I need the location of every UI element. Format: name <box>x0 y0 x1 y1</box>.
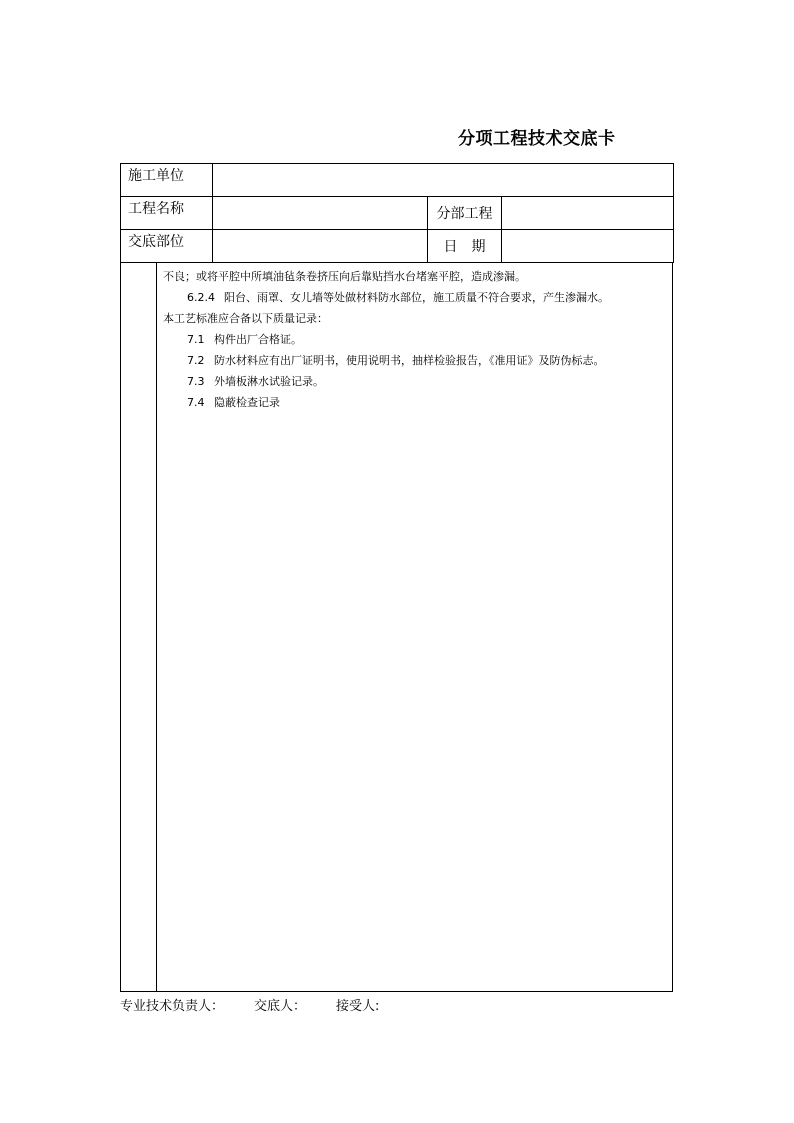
list-item <box>163 329 668 350</box>
item-text: 防水材料应有出厂证明书，使用说明书，抽样检验报告，《准用证》及防伪标志。 <box>214 354 605 367</box>
discloser-label: 交底人： <box>254 999 307 1014</box>
item-number: 7.3 <box>187 375 205 388</box>
page-title: 分项工程技术交底卡 <box>458 129 616 149</box>
clause-text: 阳台、雨罩、女儿墙等处做材料防水部位，施工质量不符合要求，产生渗漏水。 <box>224 291 609 304</box>
row-unit <box>121 164 674 197</box>
part-value-field[interactable] <box>213 230 428 263</box>
division-value-field[interactable] <box>502 197 674 230</box>
date-label: 日 期 <box>428 230 502 263</box>
item-number: 7.2 <box>187 354 205 367</box>
receiver-label: 接受人: <box>336 999 380 1014</box>
content-box <box>120 262 673 992</box>
tech-lead-label: 专业技术负责人： <box>120 999 225 1014</box>
item-text: 隐蔽检查记录 <box>214 396 280 409</box>
date-value-field[interactable] <box>502 230 674 263</box>
content-line: 本工艺标准应合备以下质量记录： <box>163 312 328 325</box>
item-number: 7.4 <box>187 396 205 409</box>
row-part <box>121 230 674 263</box>
unit-value-field[interactable] <box>213 164 674 197</box>
content-line <box>163 287 668 308</box>
content-text <box>163 266 668 413</box>
part-label: 交底部位 <box>121 230 213 263</box>
item-text: 构件出厂合格证。 <box>214 333 302 346</box>
item-text: 外墙板淋水试验记录。 <box>214 375 324 388</box>
row-project <box>121 197 674 230</box>
project-value-field[interactable] <box>213 197 428 230</box>
list-item <box>163 392 668 413</box>
list-item <box>163 371 668 392</box>
item-number: 7.1 <box>187 333 205 346</box>
division-label: 分部工程 <box>428 197 502 230</box>
project-label: 工程名称 <box>121 197 213 230</box>
side-column-divider <box>156 263 157 991</box>
header-table <box>120 163 674 263</box>
list-item <box>163 350 668 371</box>
unit-label: 施工单位 <box>121 164 213 197</box>
content-line: 不良；或将平腔中所填油毡条卷挤压向后靠贴挡水台堵塞平腔，造成渗漏。 <box>163 270 526 283</box>
clause-number: 6.2.4 <box>187 291 215 304</box>
signature-footer <box>120 995 379 1014</box>
